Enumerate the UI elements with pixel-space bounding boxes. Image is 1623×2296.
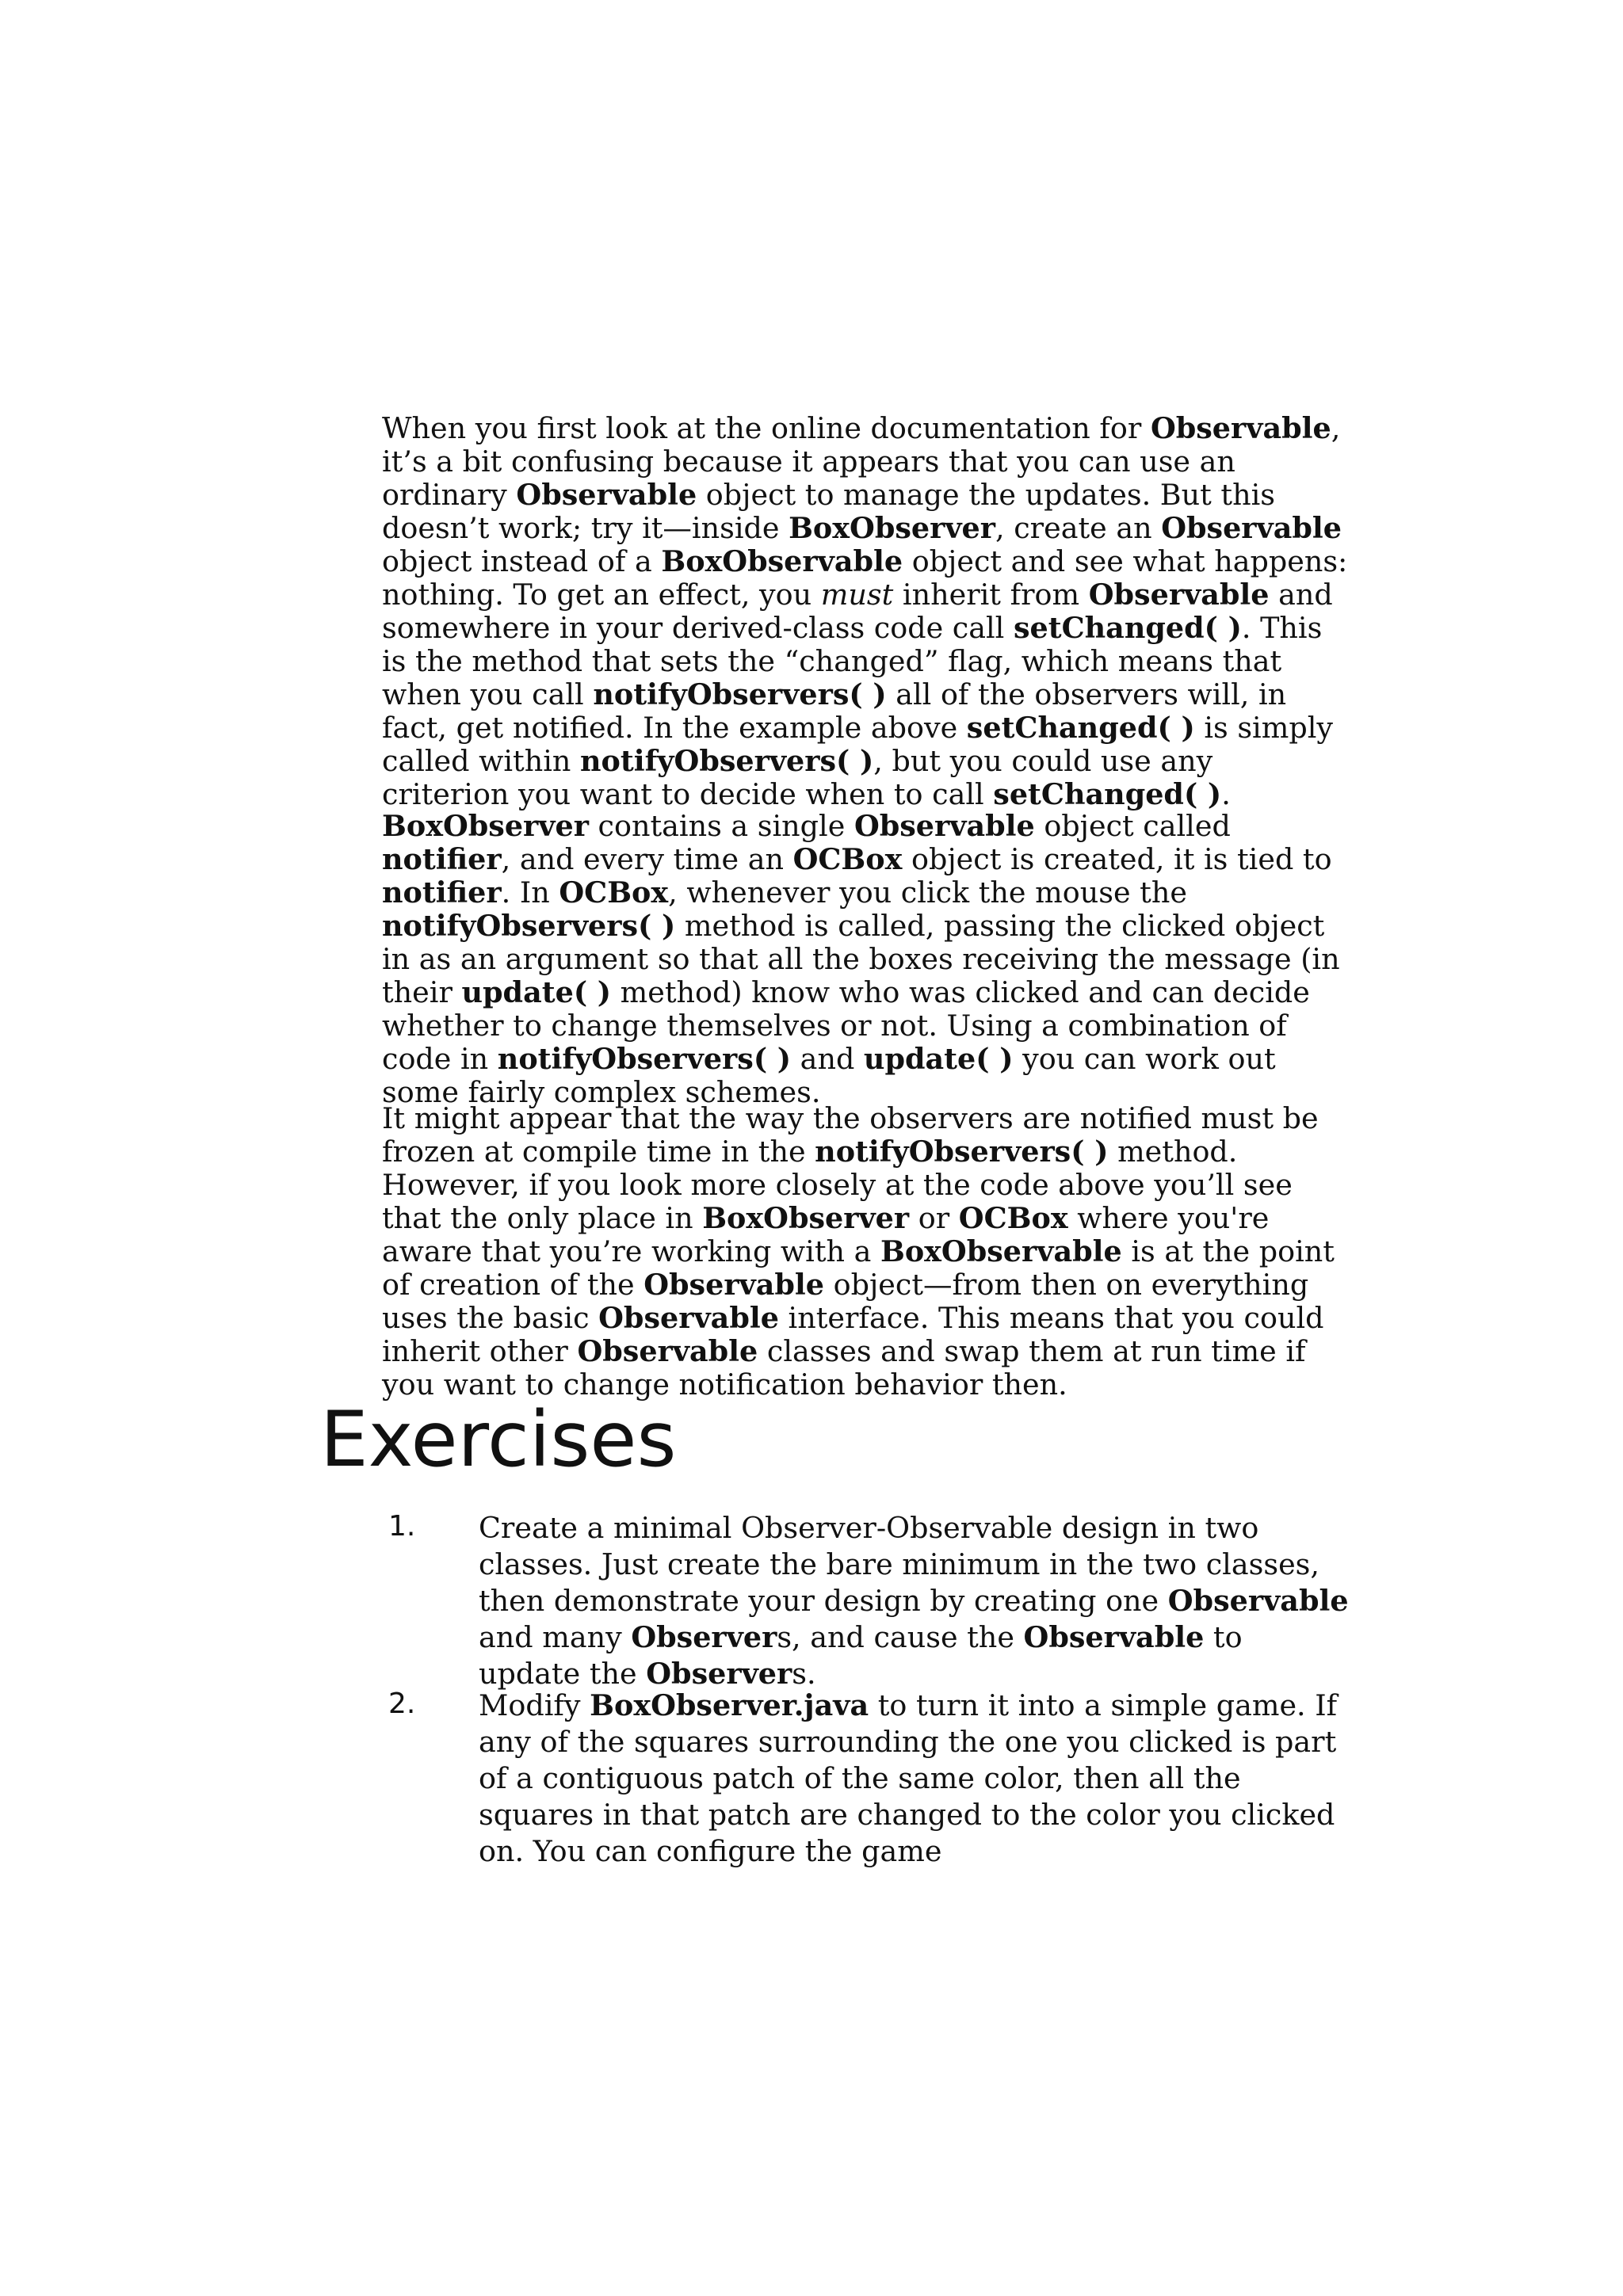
text-run: object—from then on everything uses the basic	[382, 1268, 1309, 1335]
bold-term: Observable	[1023, 1620, 1205, 1654]
text-run: object called	[1034, 809, 1231, 843]
bold-term: BoxObserver.java	[590, 1688, 869, 1722]
text-run: classes and swap them at run time if you want to change notification behavior then.	[382, 1334, 1306, 1402]
bold-term: OCBox	[559, 875, 669, 910]
text-run: interface. This means that you could inherit other	[382, 1301, 1324, 1368]
text-run: It might appear that the way the observers are notified must be frozen at compile time in the	[382, 1101, 1319, 1169]
text-run: inherit from	[893, 578, 1089, 612]
text-run: and many	[479, 1620, 632, 1654]
bold-term: Observable	[1167, 1584, 1349, 1618]
bold-term: Observable	[1150, 411, 1331, 445]
text-run: Create a minimal Observer-Observable design in two classes. Just create the bare minimum in the two classes, then demonstrate your design by creating one	[479, 1511, 1320, 1618]
bold-term: Observable	[577, 1334, 758, 1368]
text-run: . In	[501, 875, 559, 910]
exercise-text	[479, 1688, 1350, 1870]
bold-term: notifyObservers( )	[497, 1042, 792, 1076]
text-run: object instead of a	[382, 544, 662, 578]
bold-term: notifier	[382, 875, 502, 910]
text-run: , it’s a bit confusing because it appears that you can use an ordinary	[382, 411, 1341, 512]
text-run: and	[791, 1042, 864, 1076]
bold-term: BoxObserver	[702, 1201, 910, 1235]
bold-term: notifyObservers( )	[815, 1135, 1109, 1169]
text-run: method is called, passing the clicked object in as an argument so that all the boxes receiving the message (in their	[382, 909, 1340, 1009]
paragraph-boxobserver-notifier	[382, 810, 1349, 1109]
text-run: When you first look at the online documentation for	[382, 411, 1151, 445]
bold-term: OCBox	[958, 1201, 1068, 1235]
bold-term: Observer	[631, 1620, 777, 1654]
text-run: contains a single	[588, 809, 854, 843]
bold-term: notifyObservers( )	[382, 909, 676, 943]
exercises-heading: Exercises	[320, 1395, 677, 1484]
text-run: all of the observers will, in fact, get notified. In the example above	[382, 677, 1287, 745]
bold-term: Observer	[646, 1657, 792, 1691]
bold-term: update( )	[863, 1042, 1014, 1076]
bold-term: BoxObservable	[880, 1234, 1122, 1268]
text-run: method) know who was clicked and can decide whether to change themselves or not. Using a combination of code in	[382, 975, 1310, 1076]
bold-term: update( )	[461, 975, 612, 1009]
paragraph-compile-time	[382, 1102, 1349, 1402]
text-run: is at the point of creation of the	[382, 1234, 1335, 1302]
text-run: or	[909, 1201, 959, 1235]
text-run: . This is the method that sets the “changed” flag, which means that when you call	[382, 611, 1323, 711]
text-run: s.	[792, 1657, 816, 1691]
text-run: and somewhere in your derived-class code call	[382, 578, 1333, 645]
bold-term: BoxObserver	[382, 809, 589, 843]
bold-term: Observable	[1161, 511, 1342, 545]
bold-term: notifyObservers( )	[593, 677, 887, 711]
bold-term: Observable	[1088, 578, 1270, 612]
bold-term: setChanged( )	[1013, 611, 1242, 645]
bold-term: setChanged( )	[993, 777, 1222, 811]
bold-term: Observable	[643, 1268, 825, 1302]
emphasis-term: must	[820, 578, 894, 612]
text-run: to update the	[479, 1620, 1243, 1691]
text-run: , but you could use any criterion you want to decide when to call	[382, 744, 1213, 811]
bold-term: OCBox	[792, 842, 903, 876]
paragraph-observable-docs	[382, 412, 1349, 811]
exercise-text	[479, 1510, 1350, 1692]
text-run: method. However, if you look more closely at the code above you’ll see that the only place in	[382, 1135, 1293, 1235]
text-run: .	[1221, 777, 1231, 811]
text-run: s, and cause the	[777, 1620, 1024, 1654]
text-run: object and see what happens: nothing. To get an effect, you	[382, 544, 1348, 612]
text-run: , and every time an	[501, 842, 793, 876]
exercise-number: 2.	[388, 1688, 416, 1720]
bold-term: notifyObservers( )	[580, 744, 874, 778]
exercise-number: 1.	[388, 1510, 416, 1543]
bold-term: BoxObservable	[661, 544, 903, 578]
text-run: object is created, it is tied to	[902, 842, 1332, 876]
text-run: object to manage the updates. But this doesn’t work; try it—inside	[382, 478, 1275, 545]
bold-term: Observable	[516, 478, 697, 512]
text-run: , whenever you click the mouse the	[668, 875, 1187, 910]
text-run: to turn it into a simple game. If any of the squares surrounding the one you clicked is part of a contiguous patch of the same color, then all the squares in that patch are changed to the color you clicked on. You can configure the game	[479, 1688, 1338, 1868]
bold-term: notifier	[382, 842, 502, 876]
bold-term: BoxObserver	[789, 511, 996, 545]
text-run: is simply called within	[382, 711, 1334, 778]
bold-term: setChanged( )	[966, 711, 1195, 745]
bold-term: Observable	[598, 1301, 779, 1335]
bold-term: Observable	[854, 809, 1035, 843]
text-run: you can work out some fairly complex schemes.	[382, 1042, 1276, 1109]
text-run: Modify	[479, 1688, 590, 1722]
text-run: , create an	[995, 511, 1162, 545]
text-run: where you're aware that you’re working with a	[382, 1201, 1270, 1268]
